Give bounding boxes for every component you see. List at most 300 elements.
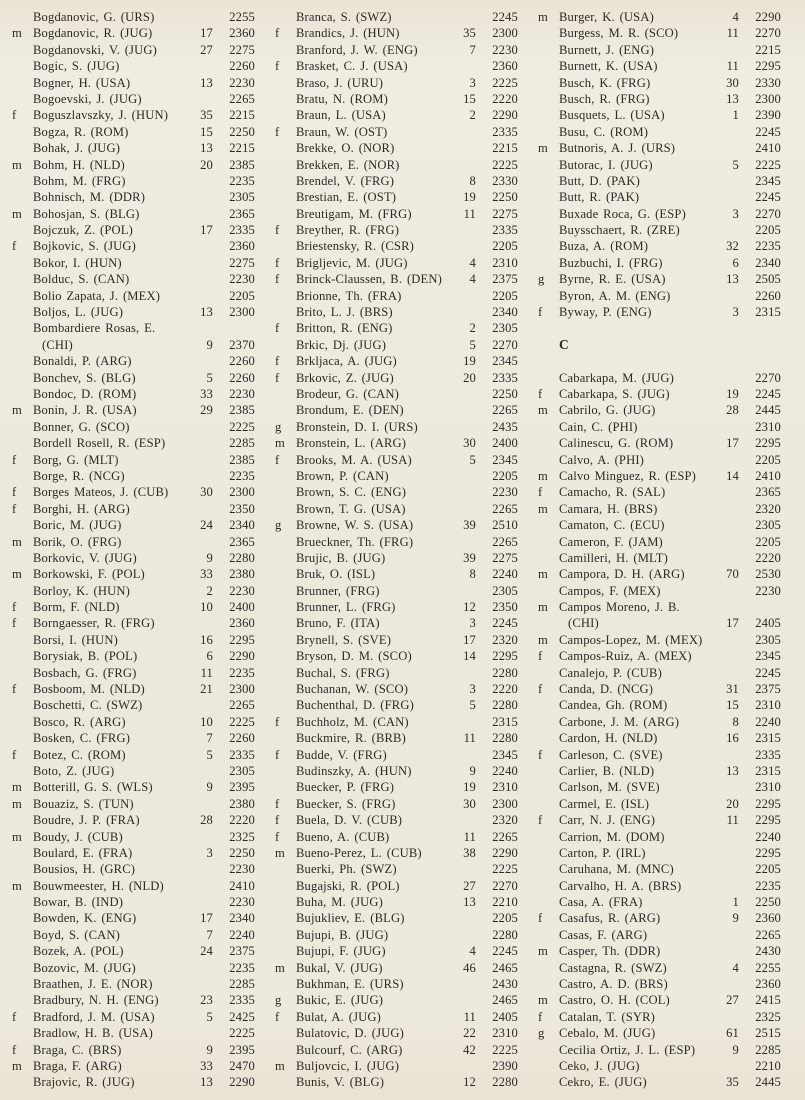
rating-value: 2265	[492, 829, 518, 844]
list-item	[275, 42, 518, 58]
rating-value: 2240	[755, 829, 781, 844]
rating-value: 2230	[229, 862, 255, 877]
list-item	[12, 845, 255, 861]
games-count: 3	[469, 616, 476, 631]
games-count: 61	[726, 1026, 739, 1041]
rating-value: 2310	[755, 419, 781, 434]
list-item	[275, 25, 518, 41]
list-item	[275, 714, 518, 730]
list-item	[538, 173, 781, 189]
list-item	[275, 599, 518, 615]
list-item	[275, 91, 518, 107]
rating-value: 2235	[229, 173, 255, 188]
rating-value: 2400	[492, 436, 518, 451]
list-item	[538, 796, 781, 812]
title-badge: f	[538, 649, 543, 664]
title-badge: g	[275, 518, 282, 533]
games-count: 16	[200, 632, 213, 647]
rating-value: 2205	[492, 239, 518, 254]
player-name: Casa, A. (FRA)	[559, 895, 643, 910]
games-count: 29	[200, 403, 213, 418]
rating-value: 2290	[229, 649, 255, 664]
rating-value: 2235	[755, 878, 781, 893]
games-count: 38	[463, 845, 476, 860]
player-name: Boljos, L. (JUG)	[33, 305, 124, 320]
rating-value: 2230	[229, 895, 255, 910]
list-item	[12, 730, 255, 746]
player-name: Brandics, J. (HUN)	[296, 26, 400, 41]
games-count: 13	[726, 91, 739, 106]
player-name: Casper, Th. (DDR)	[559, 944, 661, 959]
title-badge: f	[275, 255, 280, 270]
rating-value: 2345	[492, 452, 518, 467]
rating-value: 2290	[755, 10, 781, 24]
rating-value: 2385	[229, 157, 255, 172]
title-badge: f	[275, 813, 280, 828]
title-badge: m	[538, 501, 548, 516]
title-badge: g	[275, 993, 282, 1008]
player-name: Bronstein, D. I. (URS)	[296, 419, 418, 434]
rating-value: 2465	[492, 960, 518, 975]
list-item	[12, 796, 255, 812]
games-count: 9	[469, 763, 476, 778]
rating-value: 2285	[229, 436, 255, 451]
list-item	[275, 452, 518, 468]
games-count: 11	[726, 59, 739, 74]
list-item	[12, 124, 255, 140]
player-name: Bouaziz, S. (TUN)	[33, 796, 134, 811]
player-name: Byron, A. M. (ENG)	[559, 288, 671, 303]
list-item	[275, 484, 518, 500]
list-item	[538, 960, 781, 976]
rating-value: 2410	[229, 878, 255, 893]
player-name: Bohm, H. (NLD)	[33, 157, 125, 172]
list-item	[275, 402, 518, 418]
rating-value: 2280	[492, 698, 518, 713]
list-item	[275, 665, 518, 681]
games-count: 17	[463, 632, 476, 647]
player-name: Boguszlavszky, J. (HUN)	[33, 108, 169, 123]
rating-value: 2220	[755, 550, 781, 565]
list-item	[538, 58, 781, 74]
list-item	[275, 288, 518, 304]
title-badge: m	[538, 10, 548, 24]
games-count: 15	[463, 91, 476, 106]
rating-value: 2220	[492, 91, 518, 106]
rating-value: 2320	[492, 632, 518, 647]
rating-value: 2310	[492, 255, 518, 270]
title-badge: f	[275, 354, 280, 369]
rating-value: 2280	[492, 665, 518, 680]
list-item	[275, 140, 518, 156]
player-name: Braun, L. (USA)	[296, 108, 386, 123]
games-count: 2	[469, 321, 476, 336]
player-name: Borngaesser, R. (FRG)	[33, 616, 155, 631]
rating-column-2	[275, 9, 518, 1100]
rating-value: 2275	[492, 550, 518, 565]
player-name: Candea, Gh. (ROM)	[559, 698, 668, 713]
title-badge: f	[538, 911, 543, 926]
list-item	[275, 304, 518, 320]
list-item	[12, 337, 255, 353]
list-item	[538, 697, 781, 713]
player-name: Bogza, R. (ROM)	[33, 124, 129, 139]
player-name: Bosco, R. (ARG)	[33, 714, 126, 729]
list-item	[275, 566, 518, 582]
list-item	[12, 9, 255, 25]
rating-value: 2375	[492, 272, 518, 287]
rating-value: 2365	[755, 485, 781, 500]
rating-value: 2405	[755, 616, 781, 631]
rating-value: 2245	[755, 124, 781, 139]
list-item	[275, 501, 518, 517]
list-item	[538, 402, 781, 418]
list-item	[12, 812, 255, 828]
rating-value: 2300	[492, 796, 518, 811]
title-badge: m	[538, 468, 548, 483]
player-name: Calvo, A. (PHI)	[559, 452, 645, 467]
rating-value: 2245	[492, 616, 518, 631]
list-item	[275, 173, 518, 189]
list-item	[12, 91, 255, 107]
rating-value: 2215	[755, 42, 781, 57]
player-name: Borik, O. (FRG)	[33, 534, 122, 549]
player-name: Butorac, I. (JUG)	[559, 157, 653, 172]
title-badge: f	[538, 1009, 543, 1024]
player-name: Bozek, A. (POL)	[33, 944, 124, 959]
player-name: Carleson, C. (SVE)	[559, 747, 663, 762]
player-name: Casafus, R. (ARG)	[559, 911, 661, 926]
player-name: Budde, V. (FRG)	[296, 747, 387, 762]
rating-value: 2205	[755, 452, 781, 467]
player-name: Bogner, H. (USA)	[33, 75, 131, 90]
title-badge: f	[12, 1042, 17, 1057]
list-item	[12, 206, 255, 222]
games-count: 17	[200, 223, 213, 238]
player-name: Bukic, E. (JUG)	[296, 993, 384, 1008]
rating-value: 2210	[492, 895, 518, 910]
games-count: 20	[200, 157, 213, 172]
rating-value: 2235	[229, 665, 255, 680]
rating-value: 2205	[755, 862, 781, 877]
rating-value: 2400	[229, 600, 255, 615]
rating-value: 2210	[755, 1059, 781, 1073]
list-item	[275, 386, 518, 402]
list-item	[12, 501, 255, 517]
list-item	[12, 386, 255, 402]
games-count: 4	[469, 255, 476, 270]
list-item	[12, 960, 255, 976]
player-name: Bombardiere Rosas, E.	[33, 321, 156, 336]
rating-value: 2290	[229, 1075, 255, 1090]
rating-value: 2345	[755, 173, 781, 188]
rating-value: 2315	[755, 305, 781, 320]
games-count: 15	[726, 698, 739, 713]
list-item	[12, 107, 255, 123]
rating-value: 2250	[492, 386, 518, 401]
rating-value: 2325	[755, 1009, 781, 1024]
rating-value: 2310	[492, 780, 518, 795]
rating-value: 2275	[229, 255, 255, 270]
games-count: 33	[200, 1059, 213, 1073]
title-badge: f	[275, 124, 280, 139]
rating-value: 2305	[492, 321, 518, 336]
list-item	[12, 157, 255, 173]
player-name: Brown, S. C. (ENG)	[296, 485, 407, 500]
list-item	[275, 1058, 518, 1074]
rating-value: 2270	[755, 370, 781, 385]
list-item	[275, 419, 518, 435]
player-name: Carlier, B. (NLD)	[559, 763, 655, 778]
games-count: 2	[469, 108, 476, 123]
list-item	[275, 1025, 518, 1041]
title-badge: f	[275, 714, 280, 729]
title-badge: f	[275, 272, 280, 287]
player-name: Calvo Minguez, R. (ESP)	[559, 468, 697, 483]
list-item	[538, 222, 781, 238]
rating-value: 2350	[229, 501, 255, 516]
rating-value: 2375	[229, 944, 255, 959]
games-count: 4	[469, 272, 476, 287]
title-badge: f	[275, 452, 280, 467]
player-name: Bolio Zapata, J. (MEX)	[33, 288, 161, 303]
list-item	[275, 75, 518, 91]
list-item	[538, 271, 781, 287]
list-item	[12, 75, 255, 91]
rating-value: 2230	[492, 42, 518, 57]
rating-value: 2300	[229, 485, 255, 500]
list-item	[275, 910, 518, 926]
list-item	[275, 238, 518, 254]
rating-value: 2225	[492, 862, 518, 877]
blank-line	[538, 320, 781, 336]
rating-value: 2250	[755, 895, 781, 910]
list-item	[538, 9, 781, 25]
rating-value: 2410	[755, 468, 781, 483]
title-badge: f	[538, 747, 543, 762]
list-item	[12, 681, 255, 697]
games-count: 30	[463, 796, 476, 811]
player-name: Bouwmeester, H. (NLD)	[33, 878, 164, 893]
list-item	[538, 238, 781, 254]
rating-value: 2530	[755, 567, 781, 582]
list-item	[538, 157, 781, 173]
games-count: 4	[732, 960, 739, 975]
games-count: 23	[200, 993, 213, 1008]
rating-value: 2205	[492, 468, 518, 483]
player-name: Boschetti, C. (SWZ)	[33, 698, 143, 713]
player-name: Buxade Roca, G. (ESP)	[559, 206, 686, 221]
player-name: Bonin, J. R. (USA)	[33, 403, 137, 418]
rating-value: 2305	[229, 190, 255, 205]
rating-value: 2505	[755, 272, 781, 287]
rating-value: 2300	[492, 26, 518, 41]
player-name: Bujupi, B. (JUG)	[296, 927, 389, 942]
list-item	[538, 107, 781, 123]
list-item	[538, 452, 781, 468]
title-badge: f	[12, 616, 17, 631]
list-item	[12, 665, 255, 681]
title-badge: f	[12, 452, 17, 467]
list-item	[538, 910, 781, 926]
rating-value: 2295	[755, 845, 781, 860]
games-count: 17	[200, 26, 213, 41]
rating-value: 2310	[755, 780, 781, 795]
rating-value: 2415	[755, 993, 781, 1008]
list-item	[538, 534, 781, 550]
list-item	[275, 468, 518, 484]
games-count: 17	[726, 616, 739, 631]
list-item	[538, 632, 781, 648]
player-name: Briestensky, R. (CSR)	[296, 239, 414, 254]
rating-value: 2360	[755, 977, 781, 992]
list-item	[12, 140, 255, 156]
rating-value: 2300	[229, 682, 255, 697]
player-name: Cain, C. (PHI)	[559, 419, 638, 434]
list-item	[12, 173, 255, 189]
list-item	[538, 976, 781, 992]
player-name: Burger, K. (USA)	[559, 10, 654, 24]
rating-value: 2245	[755, 665, 781, 680]
rating-value: 2380	[229, 796, 255, 811]
games-count: 8	[469, 173, 476, 188]
rating-value: 2215	[229, 108, 255, 123]
list-item	[275, 615, 518, 631]
player-name: Braga, C. (BRS)	[33, 1042, 122, 1057]
list-item	[12, 271, 255, 287]
games-count: 9	[732, 911, 739, 926]
rating-value: 2315	[492, 714, 518, 729]
games-count: 21	[200, 682, 213, 697]
player-name: Carton, P. (IRL)	[559, 845, 646, 860]
title-badge: f	[275, 370, 280, 385]
list-item	[275, 697, 518, 713]
rating-value: 2275	[229, 42, 255, 57]
player-name: Bulatovic, D. (JUG)	[296, 1026, 404, 1041]
rating-value: 2300	[755, 91, 781, 106]
games-count: 30	[200, 485, 213, 500]
player-name: Bueno-Perez, L. (CUB)	[296, 845, 422, 860]
player-name: Bowden, K. (ENG)	[33, 911, 137, 926]
rating-value: 2220	[492, 682, 518, 697]
list-item	[538, 648, 781, 664]
games-count: 5	[469, 698, 476, 713]
rating-value: 2335	[755, 747, 781, 762]
player-name: Campos-Ruiz, A. (MEX)	[559, 649, 692, 664]
list-item	[538, 435, 781, 451]
title-badge: f	[12, 1009, 17, 1024]
list-item	[538, 681, 781, 697]
rating-value: 2360	[755, 911, 781, 926]
player-name: Bousios, H. (GRC)	[33, 862, 136, 877]
rating-value: 2365	[229, 534, 255, 549]
title-badge: g	[275, 419, 282, 434]
player-name: Brunner, L. (FRG)	[296, 600, 396, 615]
rating-value: 2245	[755, 190, 781, 205]
rating-value: 2235	[229, 468, 255, 483]
games-count: 17	[726, 436, 739, 451]
games-count: 1	[732, 895, 739, 910]
rating-value: 2260	[755, 288, 781, 303]
list-item	[538, 812, 781, 828]
player-name: Brinck-Claussen, B. (DEN)	[296, 272, 442, 287]
title-badge: m	[12, 1059, 22, 1073]
rating-value: 2280	[492, 927, 518, 942]
list-item	[275, 1074, 518, 1090]
games-count: 6	[732, 255, 739, 270]
player-name: Brajovic, R. (JUG)	[33, 1075, 135, 1090]
games-count: 14	[463, 649, 476, 664]
list-item	[12, 222, 255, 238]
player-name: Bradbury, N. H. (ENG)	[33, 993, 159, 1008]
rating-value: 2340	[492, 305, 518, 320]
games-count: 8	[469, 567, 476, 582]
rating-value: 2265	[755, 927, 781, 942]
games-count: 10	[200, 714, 213, 729]
player-name: Buha, M. (JUG)	[296, 895, 383, 910]
rating-value: 2230	[229, 75, 255, 90]
list-item	[275, 730, 518, 746]
games-count: 5	[469, 337, 476, 352]
player-name: Breutigam, M. (FRG)	[296, 206, 412, 221]
player-name: Castro, A. D. (BRS)	[559, 977, 668, 992]
player-name: Brestian, E. (OST)	[296, 190, 397, 205]
rating-value: 2250	[229, 124, 255, 139]
list-item	[12, 878, 255, 894]
games-count: 39	[463, 550, 476, 565]
player-name: Boyd, S. (CAN)	[33, 927, 120, 942]
title-badge: m	[12, 534, 22, 549]
player-name: Cabarkapa, S. (JUG)	[559, 386, 670, 401]
player-name: Braso, J. (URU)	[296, 75, 384, 90]
games-count: 13	[200, 305, 213, 320]
rating-value: 2315	[755, 731, 781, 746]
list-item	[275, 157, 518, 173]
list-item	[12, 550, 255, 566]
games-count: 5	[206, 1009, 213, 1024]
games-count: 11	[726, 26, 739, 41]
player-name: (CHI)	[42, 337, 73, 352]
games-count: 33	[200, 386, 213, 401]
list-item	[12, 648, 255, 664]
games-count: 42	[463, 1042, 476, 1057]
player-name: Braun, W. (OST)	[296, 124, 388, 139]
player-name: Burnett, J. (ENG)	[559, 42, 655, 57]
player-name: Bondoc, D. (ROM)	[33, 386, 137, 401]
title-badge: f	[12, 747, 17, 762]
title-badge: f	[538, 305, 543, 320]
rating-value: 2360	[229, 26, 255, 41]
section-heading-row	[538, 337, 781, 353]
games-count: 27	[463, 878, 476, 893]
player-name: Carbone, J. M. (ARG)	[559, 714, 680, 729]
player-name: Bunis, V. (BLG)	[296, 1075, 385, 1090]
player-name: Bohnisch, M. (DDR)	[33, 190, 146, 205]
title-badge: f	[12, 485, 17, 500]
title-badge: f	[275, 26, 280, 41]
list-item	[538, 386, 781, 402]
player-name: Campos Moreno, J. B.	[559, 600, 680, 615]
list-item	[275, 320, 518, 336]
rating-value: 2335	[492, 223, 518, 238]
player-name: Brkovic, Z. (JUG)	[296, 370, 394, 385]
player-name: Butt, D. (PAK)	[559, 173, 640, 188]
list-item	[538, 845, 781, 861]
list-item	[12, 288, 255, 304]
player-name: Boulard, E. (FRA)	[33, 845, 133, 860]
player-name: Borges Mateos, J. (CUB)	[33, 485, 169, 500]
games-count: 15	[200, 124, 213, 139]
